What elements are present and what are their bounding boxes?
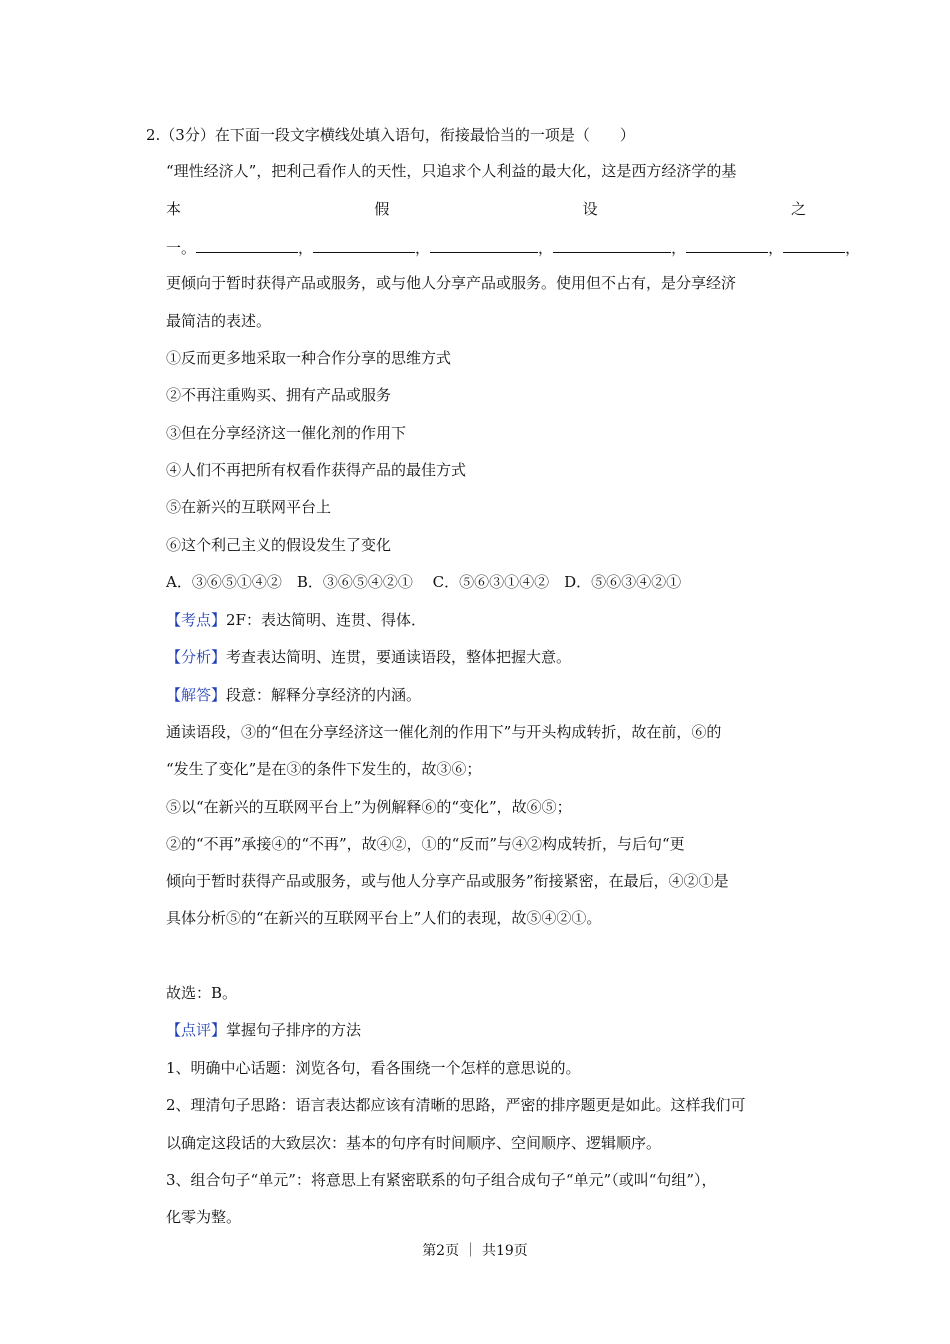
fenxi-tag: 【分析】 xyxy=(166,648,227,666)
question-paragraph-line-1: “理性经济人”，把利己看作人的天性，只追求个人利益的最大化，这是西方经济学的基 xyxy=(166,162,737,180)
option-1: ①反而更多地采取一种合作分享的思维方式 xyxy=(166,349,452,367)
fill-blank-5[interactable] xyxy=(686,236,768,253)
answer-choices: A．③⑥⑤①④② B．③⑥⑤④②① C．⑤⑥③①④② D．⑤⑥③④②① xyxy=(166,573,682,591)
dianping-text: 掌握句子排序的方法 xyxy=(226,1021,362,1039)
kaodian-tag: 【考点】 xyxy=(166,611,227,629)
blank-sep: ， xyxy=(845,239,861,257)
option-5: ⑤在新兴的互联网平台上 xyxy=(166,498,332,516)
blank-line-start: 一。 xyxy=(166,239,197,257)
question-header: 2.（3分）在下面一段文字横线处填入语句，衔接最恰当的一项是（ ） xyxy=(146,126,635,144)
option-6: ⑥这个利己主义的假设发生了变化 xyxy=(166,536,392,554)
fill-blank-1[interactable] xyxy=(196,236,298,253)
jieda-section xyxy=(166,684,421,706)
kaodian-text: 2F：表达简明、连贯、得体． xyxy=(226,611,426,629)
method-line-3: 以确定这段话的大致层次：基本的句序有时间顺序、空间顺序、逻辑顺序。 xyxy=(166,1134,662,1152)
fill-blank-2[interactable] xyxy=(313,236,415,253)
blank-sep: ， xyxy=(415,239,431,257)
fenxi-text: 考查表达简明、连贯，要通读语段，整体把握大意。 xyxy=(226,648,572,666)
method-line-1: 1、明确中心话题：浏览各句，看各围绕一个怎样的意思说的。 xyxy=(166,1059,581,1077)
fill-blank-3[interactable] xyxy=(430,236,538,253)
kaodian-section xyxy=(166,609,426,631)
explanation-line-5: 倾向于暂时获得产品或服务，或与他人分享产品或服务”衔接紧密，在最后，④②①是 xyxy=(166,872,729,890)
question-paragraph-line-3: 更倾向于暂时获得产品或服务，或与他人分享产品或服务。使用但不占有，是分享经济 xyxy=(166,274,737,292)
question-paragraph-line-2 xyxy=(166,198,806,220)
fenxi-section xyxy=(166,646,571,668)
method-line-4: 3、组合句子“单元”：将意思上有紧密联系的句子组合成句子“单元”（或叫“句组”）， xyxy=(166,1171,717,1189)
spread-char-4: 之 xyxy=(790,200,806,218)
blank-sep: ， xyxy=(298,239,314,257)
explanation-line-3: ⑤以“在新兴的互联网平台上”为例解释⑥的“变化”，故⑥⑤； xyxy=(166,798,572,816)
final-answer: 故选：B。 xyxy=(166,984,238,1002)
method-line-5: 化零为整。 xyxy=(166,1208,242,1226)
blank-sep: ， xyxy=(671,239,687,257)
explanation-line-6: 具体分析⑤的“在新兴的互联网平台上”人们的表现，故⑤④②①。 xyxy=(166,909,602,927)
blank-sep: ， xyxy=(768,239,784,257)
jieda-text: 段意：解释分享经济的内涵。 xyxy=(226,686,422,704)
option-2: ②不再注重购买、拥有产品或服务 xyxy=(166,386,392,404)
fill-blank-4[interactable] xyxy=(553,236,671,253)
spread-char-3: 设 xyxy=(582,200,598,218)
explanation-line-1: 通读语段，③的“但在分享经济这一催化剂的作用下”与开头构成转折，故在前，⑥的 xyxy=(166,723,722,741)
page-footer: 第2页 ｜ 共19页 xyxy=(422,1243,528,1259)
blank-line xyxy=(166,236,860,259)
spread-char-2: 假 xyxy=(374,200,390,218)
method-line-2: 2、理清句子思路：语言表达都应该有清晰的思路，严密的排序题更是如此。这样我们可 xyxy=(166,1096,746,1114)
fill-blank-6[interactable] xyxy=(783,236,845,253)
explanation-line-2: “发生了变化”是在③的条件下发生的，故③⑥； xyxy=(166,760,482,778)
option-3: ③但在分享经济这一催化剂的作用下 xyxy=(166,424,407,442)
option-4: ④人们不再把所有权看作获得产品的最佳方式 xyxy=(166,461,467,479)
dianping-section xyxy=(166,1019,361,1041)
blank-sep: ， xyxy=(538,239,554,257)
question-paragraph-line-4: 最简洁的表述。 xyxy=(166,312,272,330)
spread-char-1: 本 xyxy=(166,200,182,218)
jieda-tag: 【解答】 xyxy=(166,686,227,704)
dianping-tag: 【点评】 xyxy=(166,1021,227,1039)
explanation-line-4: ②的“不再”承接④的“不再”，故④②，①的“反而”与④②构成转折，与后句“更 xyxy=(166,835,685,853)
